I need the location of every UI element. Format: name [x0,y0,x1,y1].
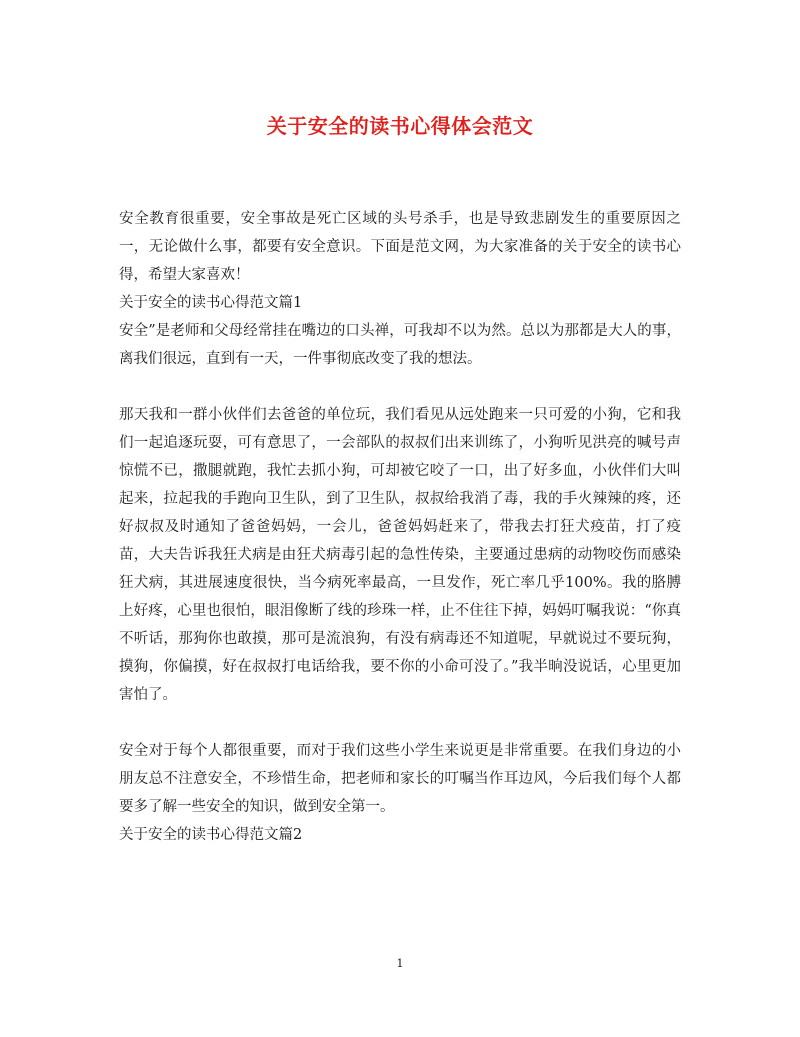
section-heading-1: 关于安全的读书心得范文篇1 [119,295,303,311]
body-paragraph-3: 安全对于每个人都很重要，而对于我们这些小学生来说更是非常重要。在我们身边的小朋友总不注意安全，不珍惜生命，把老师和家长的叮嘱当作耳边风，今后我们每个人都要多了解一些安全的知识，做到安全第一。 [119,743,681,815]
paragraph-spacer [119,373,681,401]
section-heading-2: 关于安全的读书心得范文篇2 [119,827,303,843]
body-paragraph-1: 安全”是老师和父母经常挂在嘴边的口头禅，可我却不以为然。总以为那都是大人的事，离我们很远，直到有一天，一件事彻底改变了我的想法。 [119,323,681,367]
intro-paragraph: 安全教育很重要，安全事故是死亡区域的头号杀手，也是导致悲剧发生的重要原因之一，无论做什么事，都要有安全意识。下面是范文网，为大家准备的关于安全的读书心得，希望大家喜欢！ [119,211,681,283]
document-title: 关于安全的读书心得体会范文 [266,114,534,138]
document-body [119,205,681,849]
page-number: 1 [396,957,404,970]
body-paragraph-2: 那天我和一群小伙伴们去爸爸的单位玩，我们看见从远处跑来一只可爱的小狗，它和我们一起追逐玩耍，可有意思了，一会部队的叔叔们出来训练了，小狗听见洪亮的喊号声惊慌不已，撒腿就跑，我忙去抓小狗，可却被它咬了一口，出了好多血，小伙伴们大叫起来，拉起我的手跑向卫生队，到了卫生队，叔叔给我消了毒，我的手火辣辣的疼，还好叔叔及时通知了爸爸妈妈，一会儿，爸爸妈妈赶来了，带我去打狂犬疫苗，打了疫苗，大夫告诉我狂犬病是由狂犬病毒引起的急性传染，主要通过患病的动物咬伤而感染狂犬病，其进展速度很快，当今病死率最高，一旦发作，死亡率几乎100%。我的胳膊上好疼，心里也很怕，眼泪像断了线的珍珠一样，止不住往下掉，妈妈叮嘱我说：“你真不听话，那狗你也敢摸，那可是流浪狗，有没有病毒还不知道呢，早就说过不要玩狗，摸狗，你偏摸，好在叔叔打电话给我，要不你的小命可没了。”我半晌没说话，心里更加害怕了。 [119,407,681,703]
paragraph-spacer [119,709,681,737]
